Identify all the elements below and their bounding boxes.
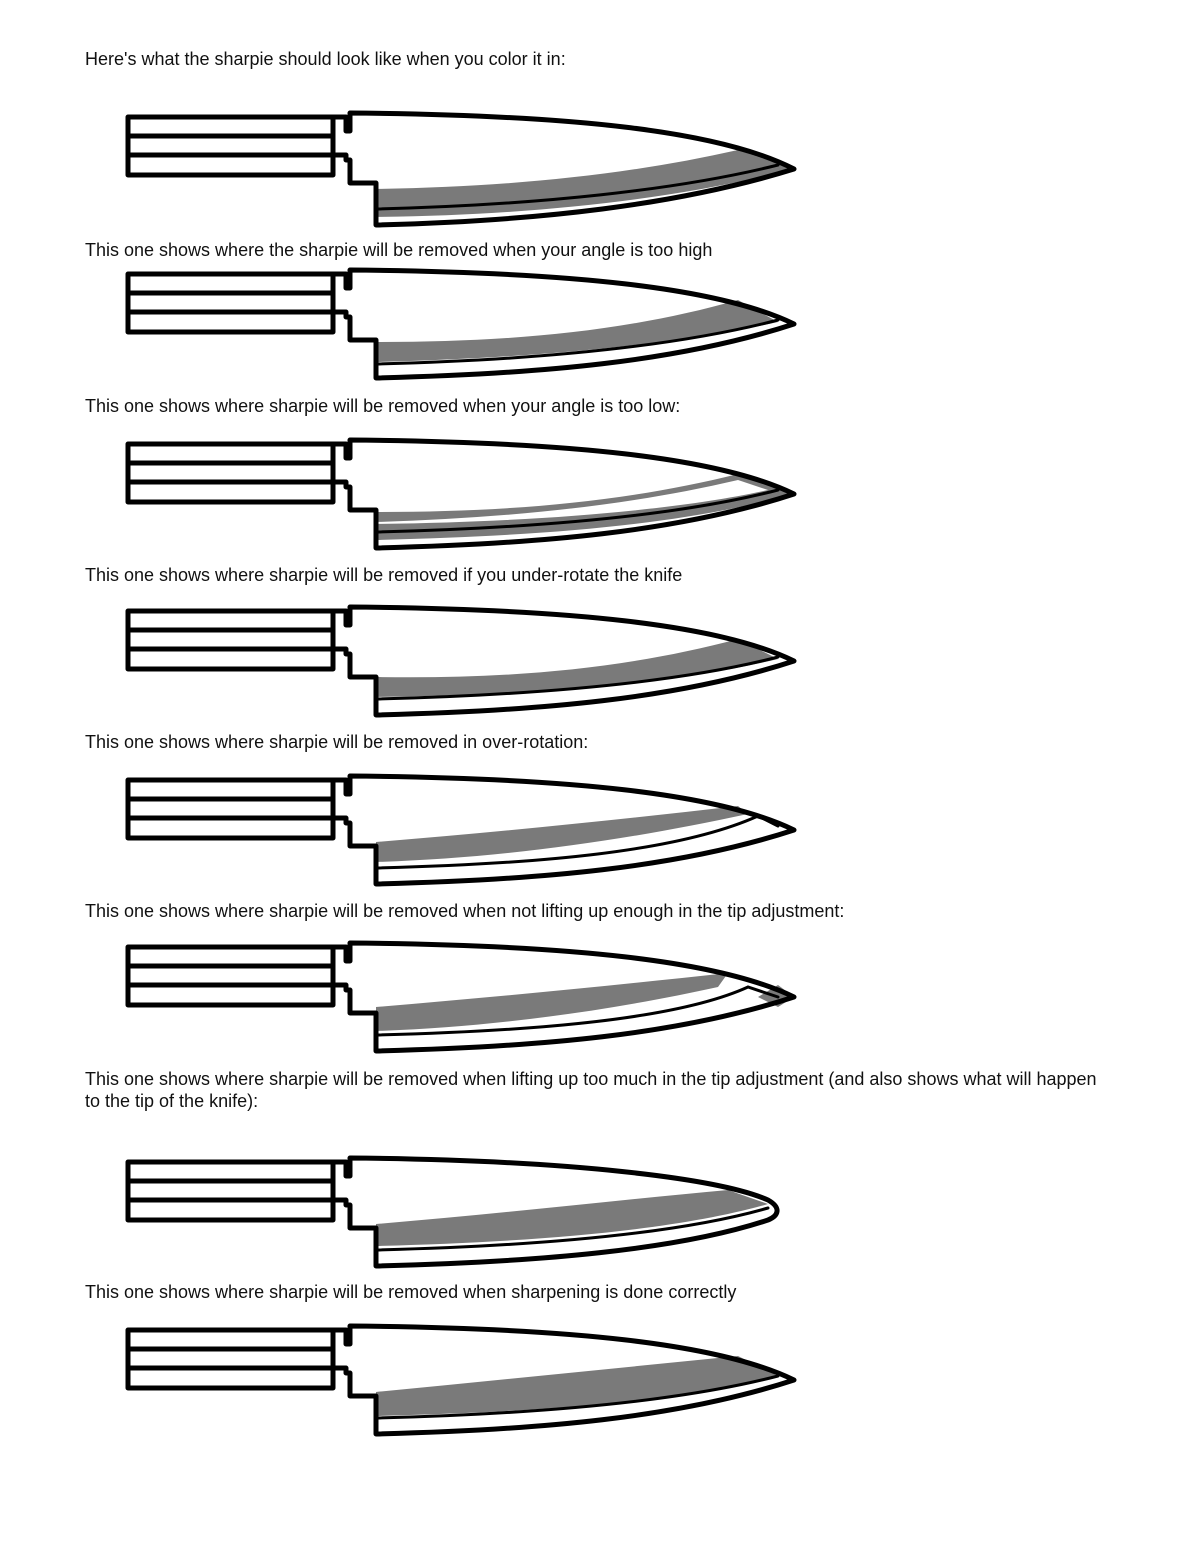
knife-blade	[333, 440, 794, 548]
section-caption-angle-too-low: This one shows where sharpie will be removed when your angle is too low:	[85, 396, 681, 416]
intro-caption: Here's what the sharpie should look like when you color it in:	[85, 49, 566, 69]
knife-illustration-correct	[118, 1318, 808, 1448]
knife-illustration-lifting-too-much	[118, 1150, 808, 1280]
knife-handle	[128, 1330, 333, 1388]
knife-illustration-not-lifting-enough	[118, 935, 808, 1065]
knife-handle	[128, 611, 333, 669]
section-caption-angle-too-high: This one shows where the sharpie will be removed when your angle is too high	[85, 240, 713, 260]
knife-illustration-angle-too-low	[118, 432, 808, 562]
section-caption-under-rotate: This one shows where sharpie will be removed if you under-rotate the knife	[85, 565, 683, 585]
knife-illustration-angle-too-high	[118, 262, 808, 392]
knife-handle	[128, 444, 333, 502]
section-caption-lifting-too-much: This one shows where sharpie will be removed when lifting up too much in the tip adjustment (and also shows what will happen to the tip of the knife):	[85, 1069, 1097, 1111]
knife-handle	[128, 274, 333, 332]
section-caption-not-lifting-enough: This one shows where sharpie will be removed when not lifting up enough in the tip adjustment:	[85, 901, 845, 921]
knife-handle	[128, 780, 333, 838]
section-caption-correct: This one shows where sharpie will be removed when sharpening is done correctly	[85, 1282, 737, 1302]
knife-handle	[128, 117, 333, 175]
knife-handle	[128, 947, 333, 1005]
knife-illustration-over-rotation	[118, 768, 808, 898]
knife-illustration-under-rotate	[118, 599, 808, 729]
section-caption-over-rotation: This one shows where sharpie will be removed in over-rotation:	[85, 732, 589, 752]
knife-illustration-colored	[118, 105, 808, 235]
knife-handle	[128, 1162, 333, 1220]
sharpie-band	[376, 973, 728, 1031]
